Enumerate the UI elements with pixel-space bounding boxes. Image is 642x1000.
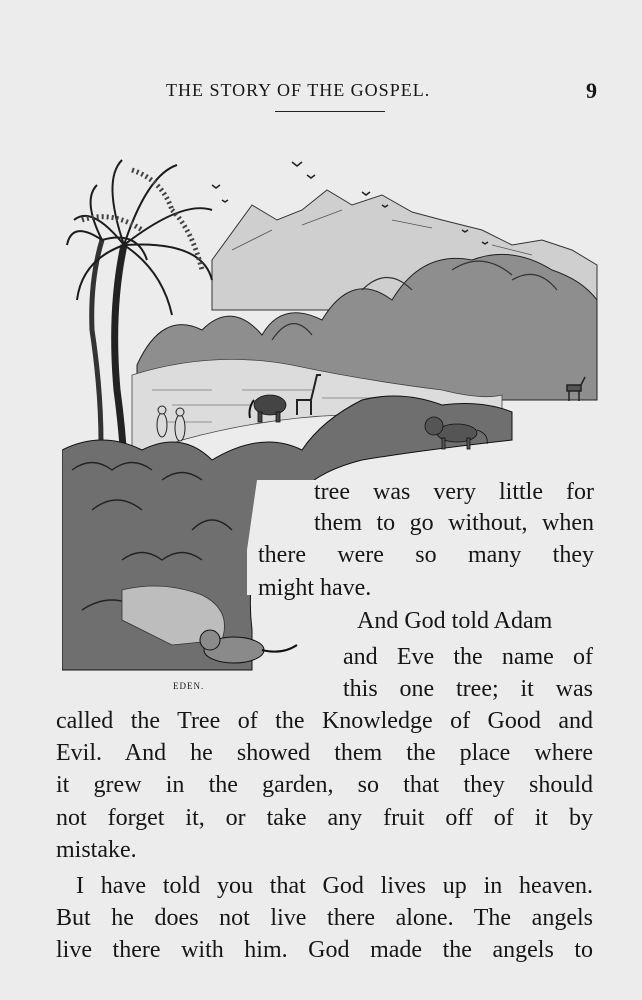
text-line: might have. [258, 575, 372, 601]
text-line: it grew in the garden, so that they should [56, 772, 593, 798]
text-line: live there with him. God made the angels to [56, 937, 593, 963]
running-title: THE STORY OF THE GOSPEL. [166, 80, 431, 100]
text-line: But he does not live there alone. The angels [56, 905, 593, 931]
illustration-caption: EDEN. [173, 681, 205, 691]
text-line: tree was very little for [314, 479, 594, 505]
text-line: this one tree; it was [343, 676, 593, 702]
palm-fronds [67, 160, 212, 315]
text-line: them to go without, when [314, 510, 594, 536]
text-line: there were so many they [258, 542, 594, 568]
text-line: not forget it, or take any fruit off of it by [56, 805, 593, 831]
text-line: Evil. And he showed them the place where [56, 740, 593, 766]
text-line: mistake. [56, 837, 137, 863]
header-rule [275, 111, 385, 112]
text-line: and Eve the name of [343, 644, 593, 670]
text-line: I have told you that God lives up in heaven. [76, 873, 593, 899]
text-line: And God told Adam [357, 608, 553, 634]
text-line: called the Tree of the Knowledge of Good and [56, 708, 593, 734]
page-number: 9 [586, 78, 597, 103]
